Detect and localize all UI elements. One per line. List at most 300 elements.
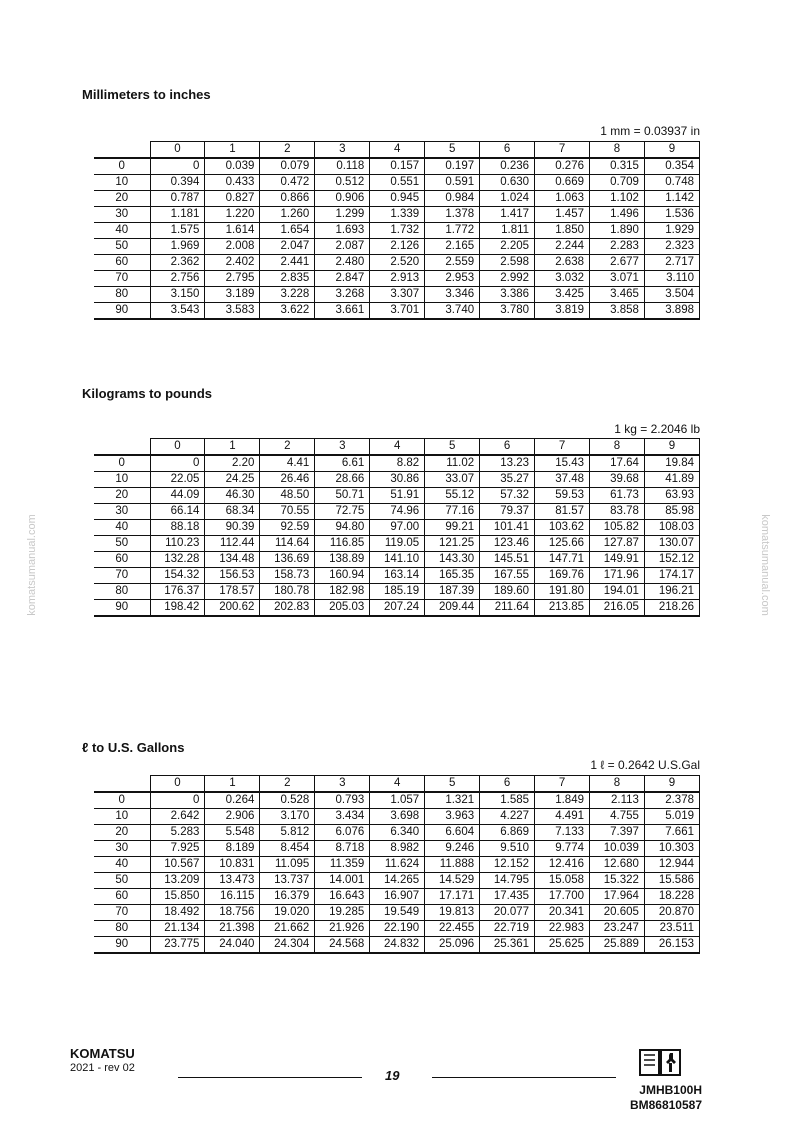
table-cell: 15.43 (535, 455, 590, 472)
row-header: 90 (94, 600, 150, 617)
table-cell: 154.32 (150, 568, 205, 584)
table-cell: 2.677 (590, 255, 645, 271)
table-cell: 3.465 (590, 287, 645, 303)
table-cell: 0.264 (205, 792, 260, 809)
row-header: 10 (94, 809, 150, 825)
table-cell: 15.850 (150, 889, 205, 905)
table-cell: 1.378 (425, 207, 480, 223)
table-cell: 61.73 (590, 488, 645, 504)
table-cell: 202.83 (260, 600, 315, 617)
table-cell: 132.28 (150, 552, 205, 568)
table-row (94, 600, 700, 617)
table-cell: 14.265 (370, 873, 425, 889)
table-cell: 143.30 (425, 552, 480, 568)
table-cell: 165.35 (425, 568, 480, 584)
table-cell: 2.008 (205, 239, 260, 255)
table-cell: 0.079 (260, 158, 315, 175)
table-cell: 2.847 (315, 271, 370, 287)
table-cell: 189.60 (480, 584, 535, 600)
table-cell: 20.341 (535, 905, 590, 921)
table-cell: 14.529 (425, 873, 480, 889)
table-cell: 30.86 (370, 472, 425, 488)
table-cell: 0.630 (480, 175, 535, 191)
row-header: 0 (94, 455, 150, 472)
table-cell: 3.701 (370, 303, 425, 320)
table-cell: 2.835 (260, 271, 315, 287)
row-header: 60 (94, 889, 150, 905)
table-cell: 25.361 (480, 937, 535, 954)
row-header: 30 (94, 504, 150, 520)
table-cell: 8.454 (260, 841, 315, 857)
column-header: 8 (590, 776, 645, 793)
row-header: 10 (94, 175, 150, 191)
row-header: 70 (94, 568, 150, 584)
table-cell: 3.386 (480, 287, 535, 303)
row-header: 30 (94, 841, 150, 857)
table-cell: 63.93 (644, 488, 699, 504)
table-cell: 2.165 (425, 239, 480, 255)
table-cell: 24.040 (205, 937, 260, 954)
table-cell: 0.669 (535, 175, 590, 191)
table-cell: 3.740 (425, 303, 480, 320)
table-cell: 23.775 (150, 937, 205, 954)
table-cell: 48.50 (260, 488, 315, 504)
table-cell: 200.62 (205, 600, 260, 617)
table-cell: 1.417 (480, 207, 535, 223)
table-cell: 2.756 (150, 271, 205, 287)
table-cell: 211.64 (480, 600, 535, 617)
table-cell: 2.283 (590, 239, 645, 255)
table-cell: 3.963 (425, 809, 480, 825)
table-cell: 209.44 (425, 600, 480, 617)
table-cell: 138.89 (315, 552, 370, 568)
table-cell: 205.03 (315, 600, 370, 617)
table-cell: 1.614 (205, 223, 260, 239)
table-row (94, 191, 700, 207)
table-cell: 216.05 (590, 600, 645, 617)
table-cell: 2.362 (150, 255, 205, 271)
table-cell: 103.62 (535, 520, 590, 536)
table-cell: 1.142 (644, 191, 699, 207)
table-row (94, 857, 700, 873)
table-cell: 1.811 (480, 223, 535, 239)
column-header: 9 (644, 776, 699, 793)
column-header: 6 (480, 142, 535, 159)
table-cell: 74.96 (370, 504, 425, 520)
conversion-note-kg: 1 kg = 2.2046 lb (614, 422, 700, 436)
table-cell: 125.66 (535, 536, 590, 552)
column-header: 3 (315, 439, 370, 456)
table-cell: 2.992 (480, 271, 535, 287)
table-cell: 0.472 (260, 175, 315, 191)
row-header: 50 (94, 239, 150, 255)
table-cell: 1.299 (315, 207, 370, 223)
table-cell: 180.78 (260, 584, 315, 600)
table-cell: 9.774 (535, 841, 590, 857)
row-header: 90 (94, 303, 150, 320)
table-cell: 19.549 (370, 905, 425, 921)
table-cell: 1.102 (590, 191, 645, 207)
table-cell: 3.780 (480, 303, 535, 320)
column-header: 5 (425, 439, 480, 456)
table-cell: 79.37 (480, 504, 535, 520)
table-row (94, 303, 700, 320)
row-header: 20 (94, 488, 150, 504)
table-cell: 1.693 (315, 223, 370, 239)
table-cell: 213.85 (535, 600, 590, 617)
table-row (94, 809, 700, 825)
table-cell: 4.755 (590, 809, 645, 825)
table-cell: 0 (150, 158, 205, 175)
table-cell: 1.890 (590, 223, 645, 239)
table-cell: 0.276 (535, 158, 590, 175)
table-cell: 2.205 (480, 239, 535, 255)
table-cell: 3.189 (205, 287, 260, 303)
table-cell: 19.84 (644, 455, 699, 472)
table-cell: 4.41 (260, 455, 315, 472)
table-cell: 26.153 (644, 937, 699, 954)
table-cell: 7.133 (535, 825, 590, 841)
table-cell: 20.077 (480, 905, 535, 921)
row-header: 40 (94, 520, 150, 536)
table-row (94, 792, 700, 809)
table-cell: 19.285 (315, 905, 370, 921)
table-row (94, 504, 700, 520)
table-row (94, 255, 700, 271)
table-cell: 17.700 (535, 889, 590, 905)
header-row (94, 142, 700, 159)
table-cell: 5.019 (644, 809, 699, 825)
table-cell: 1.057 (370, 792, 425, 809)
table-cell: 3.268 (315, 287, 370, 303)
table-cell: 16.907 (370, 889, 425, 905)
table-cell: 15.586 (644, 873, 699, 889)
table-cell: 21.398 (205, 921, 260, 937)
table-row (94, 271, 700, 287)
row-header: 20 (94, 191, 150, 207)
column-header: 6 (480, 439, 535, 456)
row-header: 50 (94, 873, 150, 889)
table-cell: 21.926 (315, 921, 370, 937)
column-header: 9 (644, 142, 699, 159)
table-cell: 2.717 (644, 255, 699, 271)
table-cell: 0.157 (370, 158, 425, 175)
table-cell: 2.913 (370, 271, 425, 287)
table-cell: 3.543 (150, 303, 205, 320)
table-cell: 8.982 (370, 841, 425, 857)
table-cell: 1.457 (535, 207, 590, 223)
column-header: 7 (535, 142, 590, 159)
table-cell: 1.496 (590, 207, 645, 223)
table-cell: 3.583 (205, 303, 260, 320)
table-cell: 6.61 (315, 455, 370, 472)
section-title-mm-to-inches: Millimeters to inches (82, 87, 211, 102)
table-cell: 8.189 (205, 841, 260, 857)
row-header: 20 (94, 825, 150, 841)
table-cell: 68.34 (205, 504, 260, 520)
table-cell: 156.53 (205, 568, 260, 584)
table-cell: 3.346 (425, 287, 480, 303)
table-row (94, 239, 700, 255)
row-header: 80 (94, 921, 150, 937)
table-cell: 121.25 (425, 536, 480, 552)
table-cell: 2.402 (205, 255, 260, 271)
table-cell: 1.260 (260, 207, 315, 223)
table-cell: 18.492 (150, 905, 205, 921)
row-header: 40 (94, 223, 150, 239)
table-cell: 1.654 (260, 223, 315, 239)
table-cell: 127.87 (590, 536, 645, 552)
table-cell: 10.567 (150, 857, 205, 873)
table-cell: 12.416 (535, 857, 590, 873)
table-row (94, 536, 700, 552)
corner-cell (94, 142, 150, 159)
table-cell: 7.397 (590, 825, 645, 841)
section-title-liters-to-gallons: ℓ to U.S. Gallons (82, 740, 185, 755)
table-cell: 3.071 (590, 271, 645, 287)
table-cell: 13.473 (205, 873, 260, 889)
table-cell: 2.441 (260, 255, 315, 271)
table-cell: 0.906 (315, 191, 370, 207)
table-row (94, 287, 700, 303)
table-cell: 187.39 (425, 584, 480, 600)
table-cell: 22.05 (150, 472, 205, 488)
table-cell: 0.793 (315, 792, 370, 809)
table-cell: 3.110 (644, 271, 699, 287)
table-row (94, 520, 700, 536)
table-cell: 25.625 (535, 937, 590, 954)
table-cell: 116.85 (315, 536, 370, 552)
table-cell: 2.087 (315, 239, 370, 255)
table-cell: 0.984 (425, 191, 480, 207)
table-cell: 1.536 (644, 207, 699, 223)
table-cell: 160.94 (315, 568, 370, 584)
table-cell: 2.906 (205, 809, 260, 825)
table-cell: 1.339 (370, 207, 425, 223)
table-cell: 10.039 (590, 841, 645, 857)
table-cell: 141.10 (370, 552, 425, 568)
table-cell: 114.64 (260, 536, 315, 552)
table-cell: 12.680 (590, 857, 645, 873)
conversion-note-liters: 1 ℓ = 0.2642 U.S.Gal (590, 758, 700, 772)
table-cell: 92.59 (260, 520, 315, 536)
column-header: 6 (480, 776, 535, 793)
table-cell: 99.21 (425, 520, 480, 536)
footer-divider-left (178, 1077, 362, 1078)
table-cell: 3.434 (315, 809, 370, 825)
table-cell: 81.57 (535, 504, 590, 520)
corner-cell (94, 776, 150, 793)
table-cell: 44.09 (150, 488, 205, 504)
column-header: 5 (425, 142, 480, 159)
table-cell: 24.568 (315, 937, 370, 954)
table-cell: 88.18 (150, 520, 205, 536)
table-row (94, 488, 700, 504)
page-number: 19 (385, 1068, 400, 1083)
table-cell: 9.246 (425, 841, 480, 857)
table-cell: 3.661 (315, 303, 370, 320)
table-cell: 0 (150, 455, 205, 472)
table-cell: 11.02 (425, 455, 480, 472)
table-row (94, 889, 700, 905)
table-cell: 1.220 (205, 207, 260, 223)
table-cell: 123.46 (480, 536, 535, 552)
table-cell: 10.303 (644, 841, 699, 857)
table-cell: 85.98 (644, 504, 699, 520)
table-cell: 57.32 (480, 488, 535, 504)
table-cell: 55.12 (425, 488, 480, 504)
table-row (94, 921, 700, 937)
table-cell: 46.30 (205, 488, 260, 504)
table-cell: 130.07 (644, 536, 699, 552)
table-cell: 41.89 (644, 472, 699, 488)
table-cell: 1.929 (644, 223, 699, 239)
table-cell: 15.322 (590, 873, 645, 889)
table-cell: 2.559 (425, 255, 480, 271)
table-cell: 2.520 (370, 255, 425, 271)
column-header: 4 (370, 439, 425, 456)
column-header: 2 (260, 439, 315, 456)
table-cell: 50.71 (315, 488, 370, 504)
table-cell: 16.379 (260, 889, 315, 905)
table-cell: 26.46 (260, 472, 315, 488)
row-header: 50 (94, 536, 150, 552)
table-cell: 3.698 (370, 809, 425, 825)
table-cell: 7.661 (644, 825, 699, 841)
row-header: 60 (94, 255, 150, 271)
table-cell: 17.171 (425, 889, 480, 905)
column-header: 1 (205, 776, 260, 793)
table-cell: 15.058 (535, 873, 590, 889)
table-cell: 2.20 (205, 455, 260, 472)
table-cell: 13.737 (260, 873, 315, 889)
table-cell: 182.98 (315, 584, 370, 600)
row-header: 70 (94, 271, 150, 287)
table-cell: 18.228 (644, 889, 699, 905)
table-cell: 0.197 (425, 158, 480, 175)
table-cell: 119.05 (370, 536, 425, 552)
table-cell: 11.624 (370, 857, 425, 873)
table-cell: 6.076 (315, 825, 370, 841)
table-cell: 2.642 (150, 809, 205, 825)
table-cell: 72.75 (315, 504, 370, 520)
table-cell: 97.00 (370, 520, 425, 536)
table-row (94, 568, 700, 584)
table-cell: 18.756 (205, 905, 260, 921)
manual-book-icon (638, 1046, 682, 1078)
column-header: 8 (590, 142, 645, 159)
table-cell: 14.795 (480, 873, 535, 889)
table-cell: 3.504 (644, 287, 699, 303)
table-cell: 3.898 (644, 303, 699, 320)
column-header: 0 (150, 439, 205, 456)
table-cell: 0.591 (425, 175, 480, 191)
table-cell: 21.134 (150, 921, 205, 937)
table-cell: 2.480 (315, 255, 370, 271)
liters-to-gallons-table (94, 775, 700, 954)
table-row (94, 207, 700, 223)
table-cell: 2.953 (425, 271, 480, 287)
table-cell: 0.866 (260, 191, 315, 207)
row-header: 0 (94, 792, 150, 809)
table-cell: 194.01 (590, 584, 645, 600)
table-cell: 1.969 (150, 239, 205, 255)
table-cell: 1.585 (480, 792, 535, 809)
table-cell: 24.832 (370, 937, 425, 954)
kg-to-lb-table (94, 438, 700, 617)
table-cell: 66.14 (150, 504, 205, 520)
table-cell: 35.27 (480, 472, 535, 488)
table-row (94, 223, 700, 239)
table-cell: 1.575 (150, 223, 205, 239)
column-header: 8 (590, 439, 645, 456)
table-cell: 0.394 (150, 175, 205, 191)
table-cell: 3.622 (260, 303, 315, 320)
table-cell: 4.491 (535, 809, 590, 825)
table-cell: 174.17 (644, 568, 699, 584)
table-cell: 7.925 (150, 841, 205, 857)
table-cell: 12.152 (480, 857, 535, 873)
table-cell: 176.37 (150, 584, 205, 600)
table-cell: 23.511 (644, 921, 699, 937)
table-cell: 169.76 (535, 568, 590, 584)
table-cell: 5.812 (260, 825, 315, 841)
table-row (94, 584, 700, 600)
table-cell: 136.69 (260, 552, 315, 568)
column-header: 0 (150, 142, 205, 159)
table-cell: 51.91 (370, 488, 425, 504)
table-cell: 0.118 (315, 158, 370, 175)
table-row (94, 158, 700, 175)
table-cell: 0.315 (590, 158, 645, 175)
table-row (94, 455, 700, 472)
table-cell: 25.096 (425, 937, 480, 954)
table-cell: 0.709 (590, 175, 645, 191)
table-cell: 2.795 (205, 271, 260, 287)
table-cell: 0.787 (150, 191, 205, 207)
table-cell: 145.51 (480, 552, 535, 568)
table-cell: 6.340 (370, 825, 425, 841)
table-cell: 163.14 (370, 568, 425, 584)
table-cell: 14.001 (315, 873, 370, 889)
table-cell: 22.455 (425, 921, 480, 937)
table-cell: 6.869 (480, 825, 535, 841)
table-cell: 94.80 (315, 520, 370, 536)
table-cell: 24.25 (205, 472, 260, 488)
table-cell: 8.82 (370, 455, 425, 472)
table-cell: 0.433 (205, 175, 260, 191)
table-cell: 83.78 (590, 504, 645, 520)
table-cell: 1.850 (535, 223, 590, 239)
corner-cell (94, 439, 150, 456)
table-cell: 37.48 (535, 472, 590, 488)
table-cell: 207.24 (370, 600, 425, 617)
footer-revision: 2021 - rev 02 (70, 1062, 135, 1074)
table-cell: 0.551 (370, 175, 425, 191)
table-cell: 16.643 (315, 889, 370, 905)
table-cell: 1.849 (535, 792, 590, 809)
table-cell: 21.662 (260, 921, 315, 937)
table-cell: 0.528 (260, 792, 315, 809)
table-cell: 5.548 (205, 825, 260, 841)
table-cell: 13.209 (150, 873, 205, 889)
table-cell: 3.032 (535, 271, 590, 287)
column-header: 4 (370, 776, 425, 793)
table-cell: 17.964 (590, 889, 645, 905)
table-cell: 218.26 (644, 600, 699, 617)
table-cell: 158.73 (260, 568, 315, 584)
footer-model-code: JMHB100H (639, 1083, 702, 1097)
